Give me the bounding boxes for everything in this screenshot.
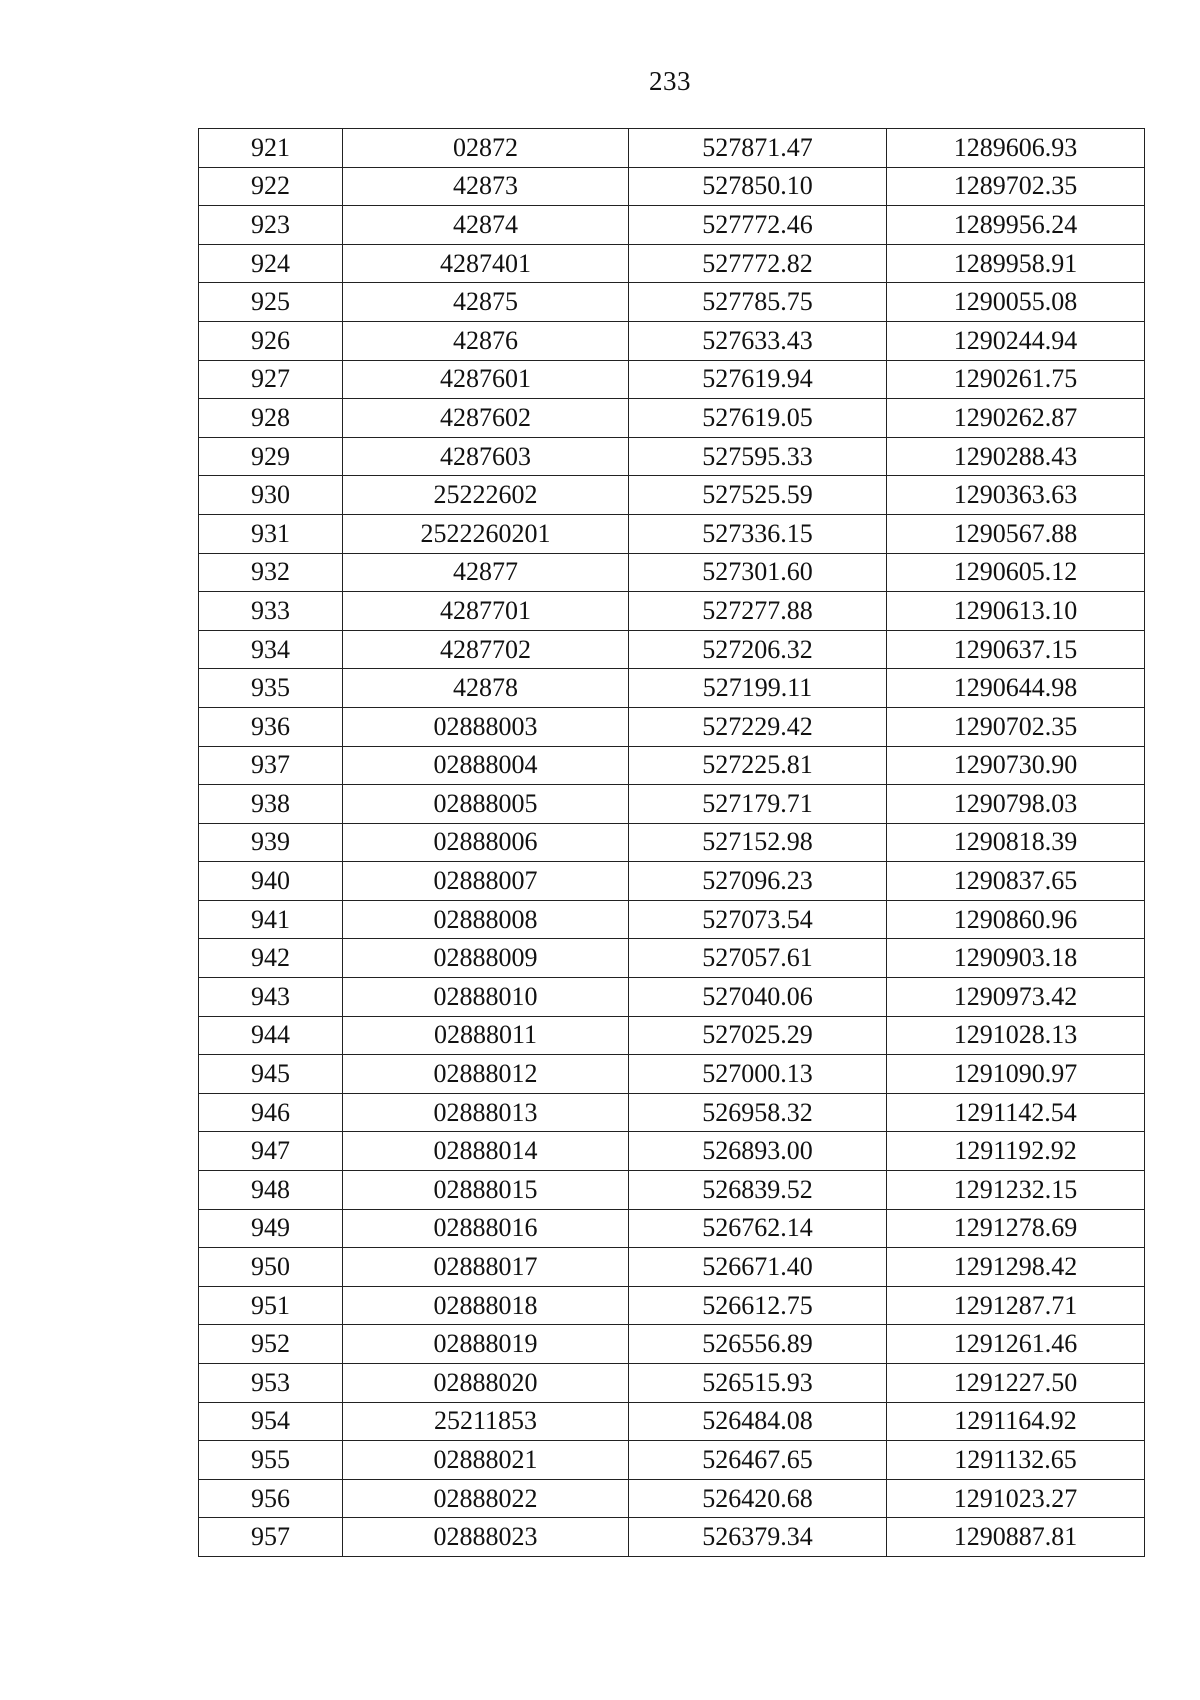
table-row	[199, 900, 1145, 939]
point-code-cell: 02888006	[343, 823, 629, 862]
point-code-cell: 4287601	[343, 360, 629, 399]
x-coordinate-cell: 527772.46	[629, 206, 887, 245]
x-coordinate-cell: 526893.00	[629, 1132, 887, 1171]
point-code-cell: 42873	[343, 167, 629, 206]
table-row	[199, 630, 1145, 669]
x-coordinate-cell: 527229.42	[629, 707, 887, 746]
point-number-cell: 942	[199, 939, 343, 978]
y-coordinate-cell: 1291278.69	[887, 1209, 1145, 1248]
y-coordinate-cell: 1291227.50	[887, 1364, 1145, 1403]
y-coordinate-cell: 1290973.42	[887, 978, 1145, 1017]
x-coordinate-cell: 527633.43	[629, 321, 887, 360]
y-coordinate-cell: 1290244.94	[887, 321, 1145, 360]
point-number-cell: 948	[199, 1171, 343, 1210]
x-coordinate-cell: 527179.71	[629, 785, 887, 824]
table-row	[199, 514, 1145, 553]
x-coordinate-cell: 526556.89	[629, 1325, 887, 1364]
point-code-cell: 02888005	[343, 785, 629, 824]
x-coordinate-cell: 526467.65	[629, 1441, 887, 1480]
table-row	[199, 862, 1145, 901]
table-row	[199, 244, 1145, 283]
point-number-cell: 941	[199, 900, 343, 939]
y-coordinate-cell: 1291132.65	[887, 1441, 1145, 1480]
y-coordinate-cell: 1290261.75	[887, 360, 1145, 399]
point-number-cell: 949	[199, 1209, 343, 1248]
y-coordinate-cell: 1290887.81	[887, 1518, 1145, 1557]
point-code-cell: 02888023	[343, 1518, 629, 1557]
point-number-cell: 954	[199, 1402, 343, 1441]
table-row	[199, 360, 1145, 399]
point-number-cell: 945	[199, 1055, 343, 1094]
y-coordinate-cell: 1290605.12	[887, 553, 1145, 592]
point-number-cell: 929	[199, 437, 343, 476]
point-number-cell: 927	[199, 360, 343, 399]
point-number-cell: 946	[199, 1093, 343, 1132]
x-coordinate-cell: 527772.82	[629, 244, 887, 283]
x-coordinate-cell: 526484.08	[629, 1402, 887, 1441]
table-row	[199, 1441, 1145, 1480]
table-row	[199, 1055, 1145, 1094]
y-coordinate-cell: 1290702.35	[887, 707, 1145, 746]
point-code-cell: 2522260201	[343, 514, 629, 553]
point-code-cell: 42877	[343, 553, 629, 592]
y-coordinate-cell: 1290637.15	[887, 630, 1145, 669]
point-code-cell: 02888018	[343, 1286, 629, 1325]
point-code-cell: 02888009	[343, 939, 629, 978]
y-coordinate-cell: 1290730.90	[887, 746, 1145, 785]
point-number-cell: 957	[199, 1518, 343, 1557]
y-coordinate-cell: 1290288.43	[887, 437, 1145, 476]
point-code-cell: 02888010	[343, 978, 629, 1017]
point-code-cell: 02888011	[343, 1016, 629, 1055]
point-code-cell: 02888004	[343, 746, 629, 785]
point-number-cell: 952	[199, 1325, 343, 1364]
table-body	[199, 129, 1145, 1557]
x-coordinate-cell: 527199.11	[629, 669, 887, 708]
x-coordinate-cell: 527073.54	[629, 900, 887, 939]
point-number-cell: 956	[199, 1479, 343, 1518]
point-code-cell: 02888014	[343, 1132, 629, 1171]
point-number-cell: 947	[199, 1132, 343, 1171]
x-coordinate-cell: 527225.81	[629, 746, 887, 785]
point-code-cell: 4287701	[343, 592, 629, 631]
y-coordinate-cell: 1290613.10	[887, 592, 1145, 631]
point-number-cell: 953	[199, 1364, 343, 1403]
table-row	[199, 283, 1145, 322]
point-number-cell: 944	[199, 1016, 343, 1055]
point-code-cell: 02888007	[343, 862, 629, 901]
point-number-cell: 935	[199, 669, 343, 708]
x-coordinate-cell: 527206.32	[629, 630, 887, 669]
table-row	[199, 707, 1145, 746]
table-row	[199, 321, 1145, 360]
y-coordinate-cell: 1291028.13	[887, 1016, 1145, 1055]
point-code-cell: 02888003	[343, 707, 629, 746]
table-row	[199, 978, 1145, 1017]
x-coordinate-cell: 526958.32	[629, 1093, 887, 1132]
x-coordinate-cell: 526379.34	[629, 1518, 887, 1557]
table-row	[199, 1248, 1145, 1287]
point-code-cell: 42878	[343, 669, 629, 708]
table-row	[199, 669, 1145, 708]
y-coordinate-cell: 1290860.96	[887, 900, 1145, 939]
table-row	[199, 553, 1145, 592]
point-code-cell: 02888021	[343, 1441, 629, 1480]
x-coordinate-cell: 527850.10	[629, 167, 887, 206]
point-code-cell: 42875	[343, 283, 629, 322]
point-number-cell: 933	[199, 592, 343, 631]
point-number-cell: 955	[199, 1441, 343, 1480]
x-coordinate-cell: 527040.06	[629, 978, 887, 1017]
table-row	[199, 823, 1145, 862]
table-row	[199, 399, 1145, 438]
table-row	[199, 167, 1145, 206]
y-coordinate-cell: 1291192.92	[887, 1132, 1145, 1171]
x-coordinate-cell: 527785.75	[629, 283, 887, 322]
point-code-cell: 42874	[343, 206, 629, 245]
table-row	[199, 1209, 1145, 1248]
x-coordinate-cell: 526839.52	[629, 1171, 887, 1210]
x-coordinate-cell: 526515.93	[629, 1364, 887, 1403]
y-coordinate-cell: 1290055.08	[887, 283, 1145, 322]
table-row	[199, 437, 1145, 476]
y-coordinate-cell: 1290903.18	[887, 939, 1145, 978]
y-coordinate-cell: 1291023.27	[887, 1479, 1145, 1518]
table-row	[199, 1286, 1145, 1325]
table-row	[199, 129, 1145, 168]
point-number-cell: 924	[199, 244, 343, 283]
point-code-cell: 02888017	[343, 1248, 629, 1287]
point-number-cell: 922	[199, 167, 343, 206]
y-coordinate-cell: 1290567.88	[887, 514, 1145, 553]
table-row	[199, 1479, 1145, 1518]
point-number-cell: 923	[199, 206, 343, 245]
y-coordinate-cell: 1289606.93	[887, 129, 1145, 168]
point-number-cell: 925	[199, 283, 343, 322]
table-row	[199, 1325, 1145, 1364]
x-coordinate-cell: 527336.15	[629, 514, 887, 553]
point-number-cell: 934	[199, 630, 343, 669]
y-coordinate-cell: 1291142.54	[887, 1093, 1145, 1132]
point-code-cell: 42876	[343, 321, 629, 360]
y-coordinate-cell: 1291232.15	[887, 1171, 1145, 1210]
point-number-cell: 928	[199, 399, 343, 438]
point-code-cell: 02888022	[343, 1479, 629, 1518]
table-row	[199, 1402, 1145, 1441]
point-code-cell: 02888012	[343, 1055, 629, 1094]
point-number-cell: 936	[199, 707, 343, 746]
x-coordinate-cell: 527301.60	[629, 553, 887, 592]
point-code-cell: 02872	[343, 129, 629, 168]
point-number-cell: 930	[199, 476, 343, 515]
table-row	[199, 206, 1145, 245]
table-row	[199, 1093, 1145, 1132]
y-coordinate-cell: 1290798.03	[887, 785, 1145, 824]
table-row	[199, 746, 1145, 785]
y-coordinate-cell: 1290644.98	[887, 669, 1145, 708]
point-number-cell: 937	[199, 746, 343, 785]
table-row	[199, 592, 1145, 631]
table-row	[199, 1016, 1145, 1055]
y-coordinate-cell: 1289956.24	[887, 206, 1145, 245]
point-code-cell: 25222602	[343, 476, 629, 515]
x-coordinate-cell: 527057.61	[629, 939, 887, 978]
x-coordinate-cell: 527595.33	[629, 437, 887, 476]
point-code-cell: 25211853	[343, 1402, 629, 1441]
x-coordinate-cell: 527525.59	[629, 476, 887, 515]
x-coordinate-cell: 527152.98	[629, 823, 887, 862]
x-coordinate-cell: 526612.75	[629, 1286, 887, 1325]
table-row	[199, 939, 1145, 978]
point-code-cell: 02888015	[343, 1171, 629, 1210]
point-code-cell: 02888008	[343, 900, 629, 939]
table-row	[199, 476, 1145, 515]
y-coordinate-cell: 1291090.97	[887, 1055, 1145, 1094]
x-coordinate-cell: 527619.05	[629, 399, 887, 438]
x-coordinate-cell: 526671.40	[629, 1248, 887, 1287]
point-number-cell: 950	[199, 1248, 343, 1287]
x-coordinate-cell: 526420.68	[629, 1479, 887, 1518]
y-coordinate-cell: 1291164.92	[887, 1402, 1145, 1441]
x-coordinate-cell: 527277.88	[629, 592, 887, 631]
point-number-cell: 926	[199, 321, 343, 360]
table-row	[199, 1518, 1145, 1557]
point-number-cell: 931	[199, 514, 343, 553]
x-coordinate-cell: 527025.29	[629, 1016, 887, 1055]
point-code-cell: 02888016	[343, 1209, 629, 1248]
point-number-cell: 951	[199, 1286, 343, 1325]
point-number-cell: 943	[199, 978, 343, 1017]
point-code-cell: 4287702	[343, 630, 629, 669]
y-coordinate-cell: 1291261.46	[887, 1325, 1145, 1364]
y-coordinate-cell: 1290363.63	[887, 476, 1145, 515]
point-code-cell: 02888013	[343, 1093, 629, 1132]
x-coordinate-cell: 527000.13	[629, 1055, 887, 1094]
x-coordinate-cell: 526762.14	[629, 1209, 887, 1248]
y-coordinate-cell: 1289958.91	[887, 244, 1145, 283]
point-code-cell: 02888019	[343, 1325, 629, 1364]
point-number-cell: 939	[199, 823, 343, 862]
page-number: 233	[649, 66, 691, 96]
y-coordinate-cell: 1289702.35	[887, 167, 1145, 206]
table-row	[199, 1171, 1145, 1210]
point-code-cell: 4287603	[343, 437, 629, 476]
point-code-cell: 02888020	[343, 1364, 629, 1403]
y-coordinate-cell: 1290262.87	[887, 399, 1145, 438]
x-coordinate-cell: 527096.23	[629, 862, 887, 901]
point-code-cell: 4287401	[343, 244, 629, 283]
table-row	[199, 1364, 1145, 1403]
point-number-cell: 921	[199, 129, 343, 168]
point-code-cell: 4287602	[343, 399, 629, 438]
x-coordinate-cell: 527871.47	[629, 129, 887, 168]
y-coordinate-cell: 1291287.71	[887, 1286, 1145, 1325]
table-row	[199, 1132, 1145, 1171]
table-row	[199, 785, 1145, 824]
y-coordinate-cell: 1290818.39	[887, 823, 1145, 862]
point-number-cell: 938	[199, 785, 343, 824]
y-coordinate-cell: 1291298.42	[887, 1248, 1145, 1287]
y-coordinate-cell: 1290837.65	[887, 862, 1145, 901]
coordinates-table	[198, 128, 1145, 1557]
point-number-cell: 940	[199, 862, 343, 901]
x-coordinate-cell: 527619.94	[629, 360, 887, 399]
point-number-cell: 932	[199, 553, 343, 592]
